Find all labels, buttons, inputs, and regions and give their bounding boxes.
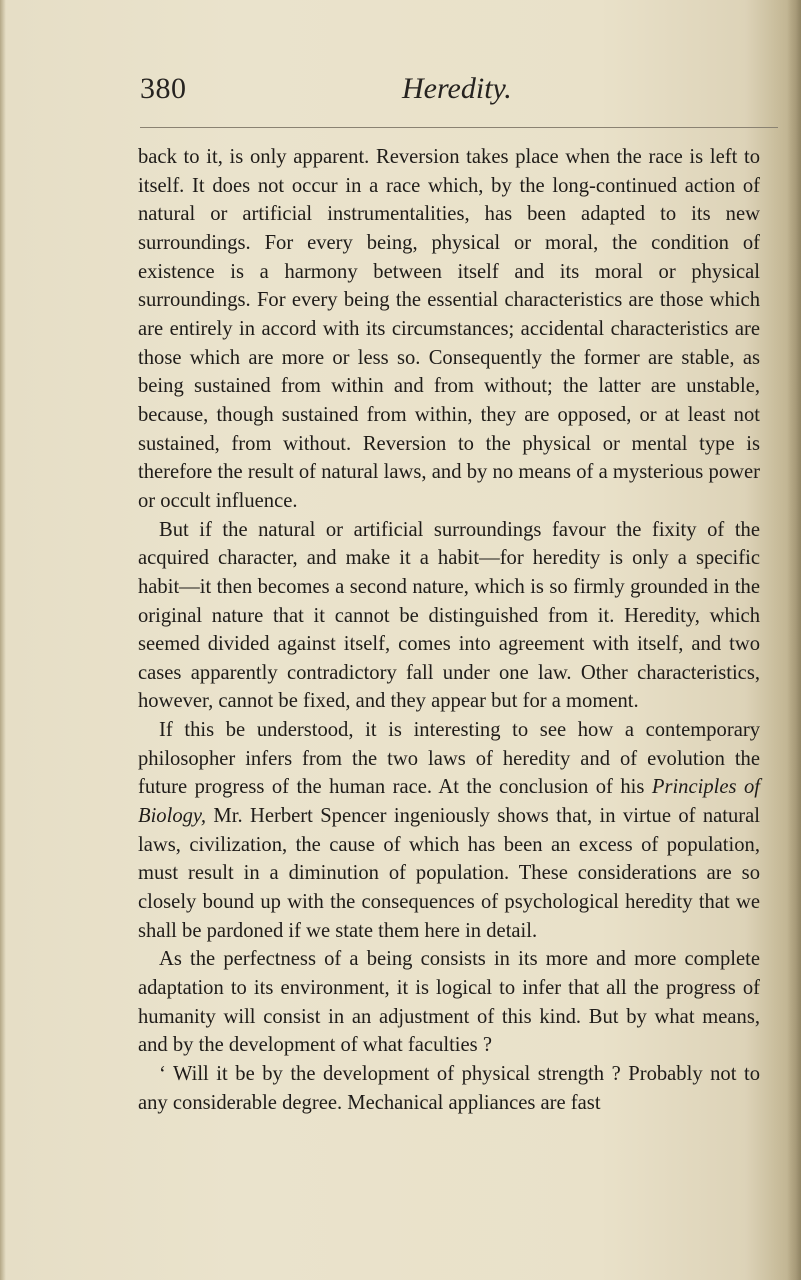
- paragraph-5: ‘ Will it be by the development of physical strength ? Probably not to any considerable degree. Mechanical appliances are fast: [138, 1063, 760, 1114]
- page-number: 380: [140, 72, 187, 105]
- page-gutter-shadow: [0, 0, 6, 1280]
- page-edge-shadow: [787, 0, 801, 1280]
- paragraph-1: back to it, is only apparent. Reversion takes place when the race is left to itself. It does not occur in a race which, by the long-continued action of natural or artificial instrumentalities, has been adapted to its new surroundings. For every being, physical or moral, the condition of existence is a harmony between itself and its moral or physical surroundings. For every being the essential characteristics are those which are entirely in accord with its circumstances; accidental characteristics are those which are more or less so. Consequently the former are stable, as being sustained from within and from without; the latter are unstable, because, though sustained from within, they are opposed, or at least not sustained, from without. Reversion to the physical or mental type is therefore the result of natural laws, and by no means of a mysterious power or occult influence.: [138, 146, 760, 512]
- body-text: [138, 143, 760, 1117]
- page-header: [140, 72, 780, 122]
- running-head: Heredity.: [402, 72, 512, 105]
- paragraph-2: But if the natural or artificial surroundings favour the fixity of the acquired character, and make it a habit—for heredity is only a specific habit—it then becomes a second nature, which is so firmly grounded in the original nature that it cannot be distinguished from it. Heredity, which seemed divided against itself, comes into agreement with itself, and two cases apparently contradictory fall under one law. Other characteristics, however, cannot be fixed, and they appear but for a moment.: [138, 518, 760, 713]
- paragraph-3-start: If this be understood, it is interesting to see how a contemporary philosopher infers from the two laws of heredity and of evolution the future progress of the human race. At the conclusion of his: [138, 719, 760, 799]
- header-rule: [140, 127, 778, 128]
- paragraph-3-end: Mr. Herbert Spencer ingeniously shows that, in virtue of natural laws, civilization, the cause of which has been an excess of population, must result in a diminution of population. These considerations are so closely bound up with the consequences of psychological heredity that we shall be pardoned if we state them here in detail.: [138, 805, 760, 942]
- paragraph-4: As the perfectness of a being consists in its more and more complete adaptation to its environment, it is logical to infer that all the progress of humanity will consist in an adjustment of this kind. But by what means, and by the development of what faculties ?: [138, 948, 760, 1057]
- paragraph-3: [138, 716, 760, 945]
- book-title-principles-of-biology: Principles of Biology,: [138, 776, 760, 828]
